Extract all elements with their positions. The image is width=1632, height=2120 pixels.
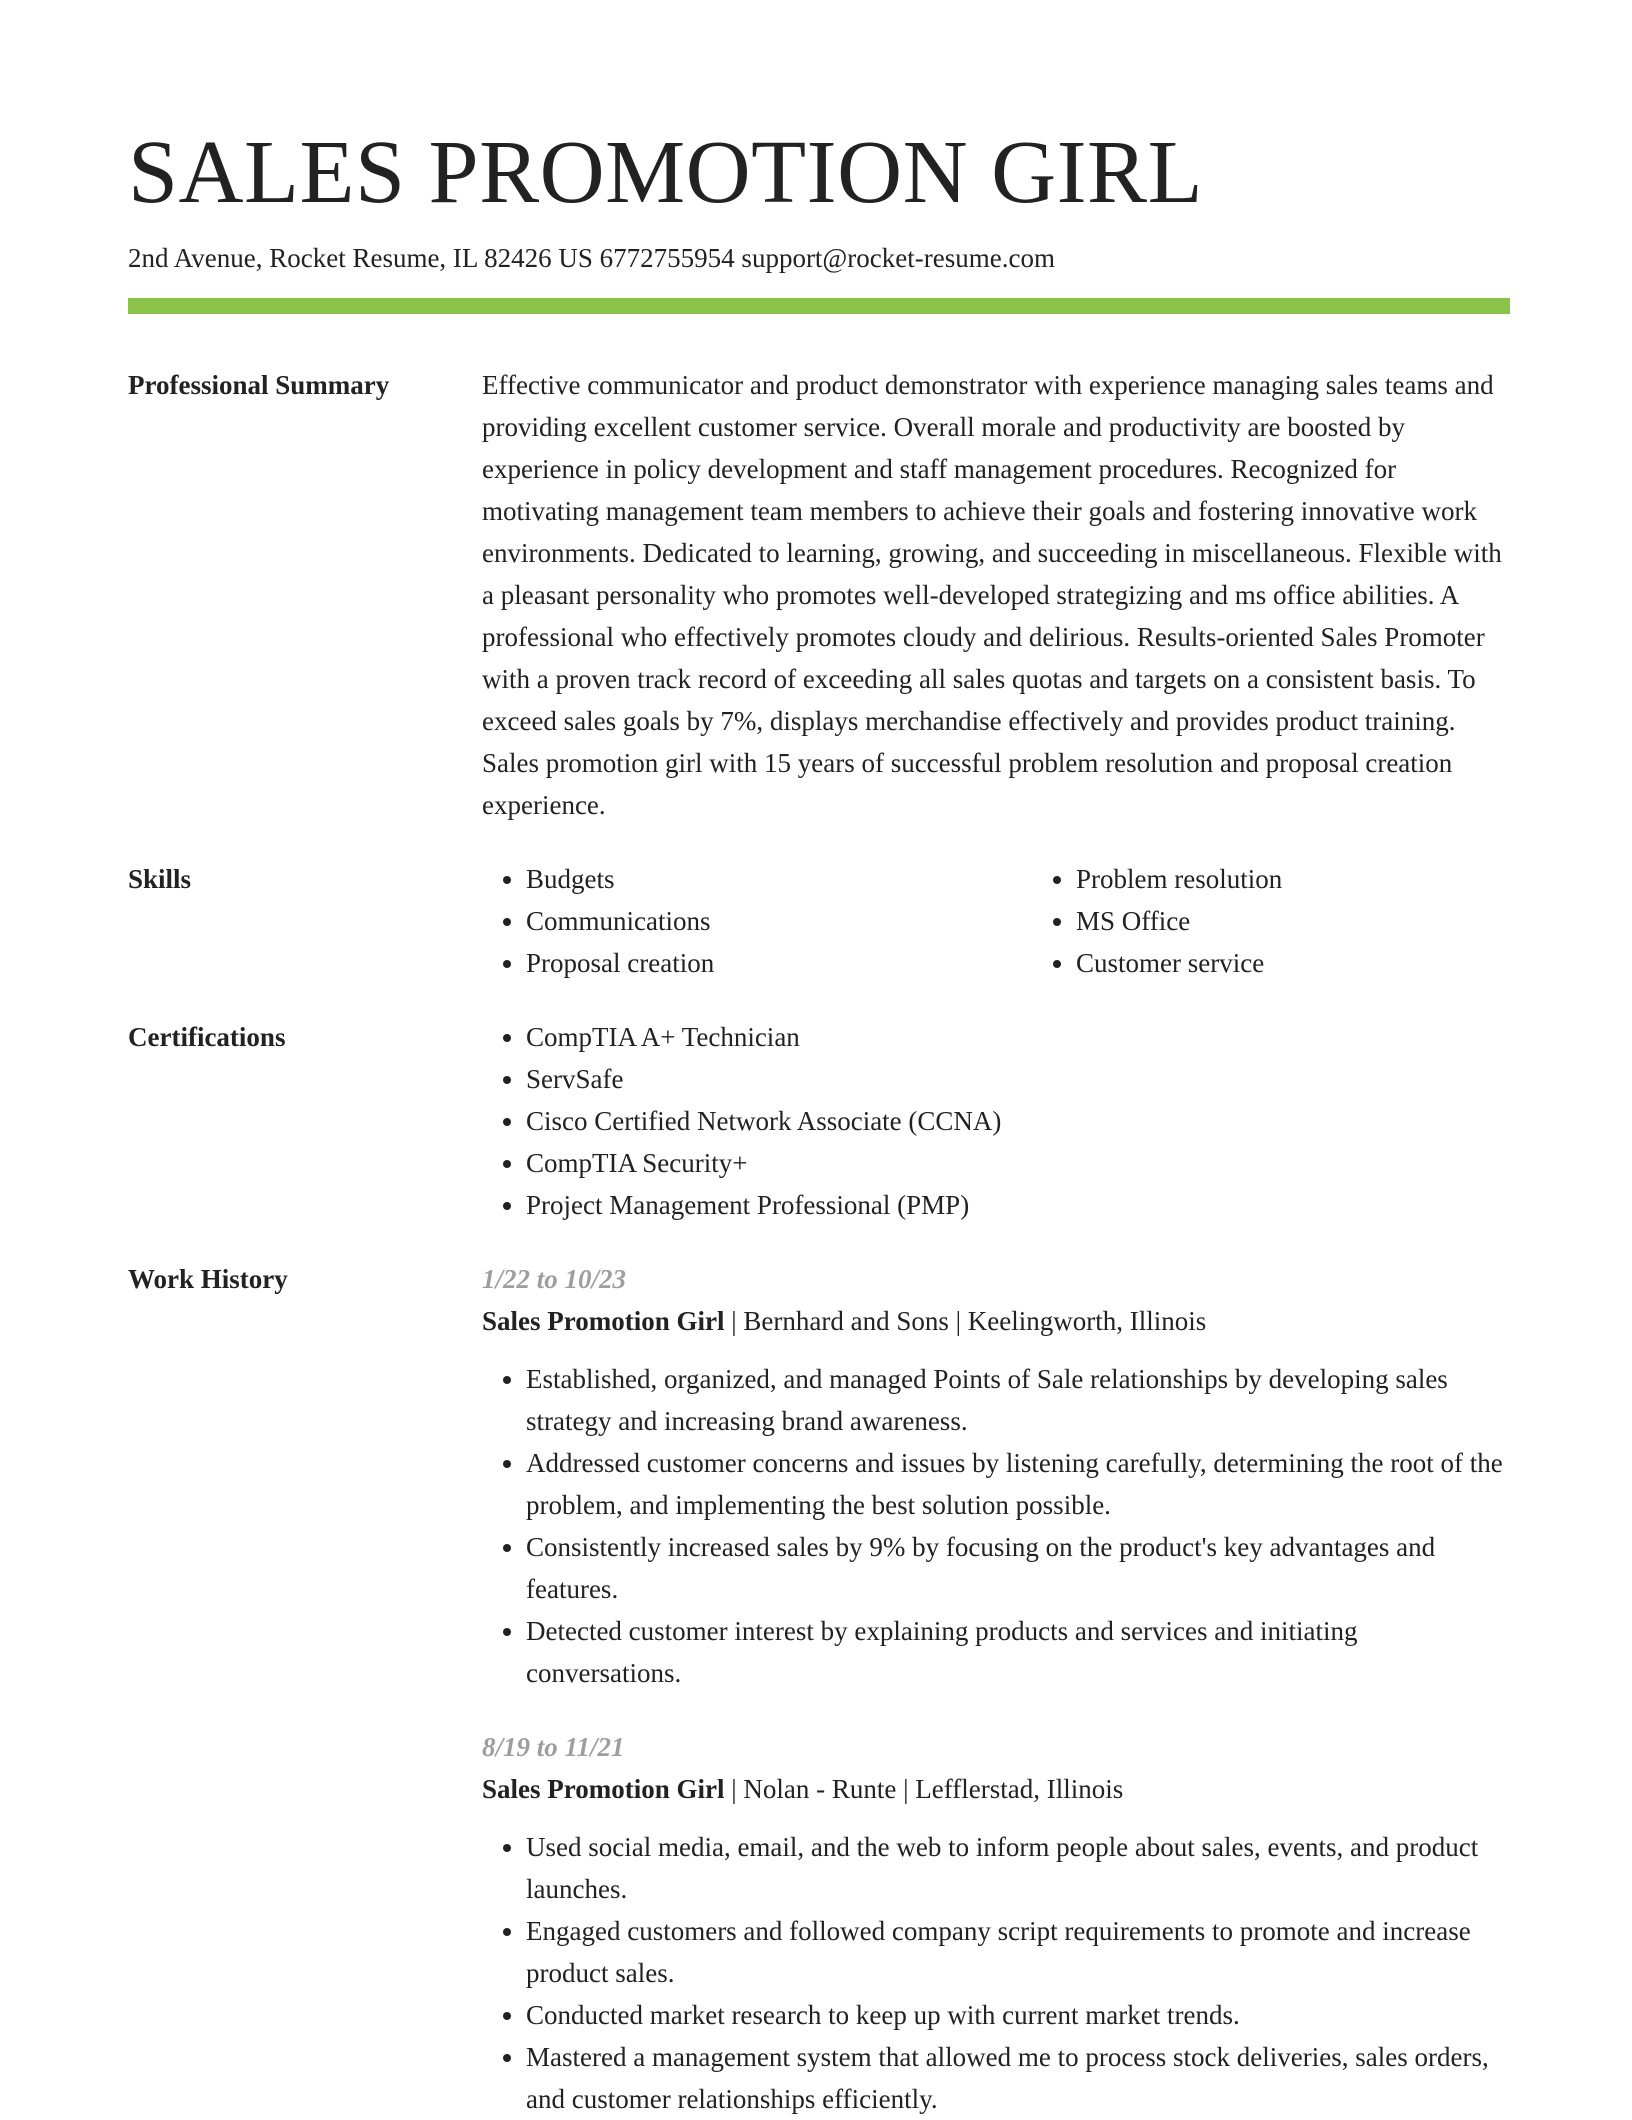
certification-item: • Cisco Certified Network Associate (CCNA) bbox=[526, 1100, 1510, 1142]
certification-item: • Project Management Professional (PMP) bbox=[526, 1184, 1510, 1226]
job-bullet: • Mastered a management system that allowed me to process stock deliveries, sales orders, and customer relationships efficiently. bbox=[526, 2036, 1510, 2120]
skill-item: • Proposal creation bbox=[526, 942, 1032, 984]
job-bullets bbox=[482, 1826, 1510, 2120]
job-bullet: • Used social media, email, and the web to inform people about sales, events, and product launches. bbox=[526, 1826, 1510, 1910]
accent-divider bbox=[128, 298, 1510, 314]
candidate-name: SALES PROMOTION GIRL bbox=[128, 123, 1204, 222]
job-heading bbox=[482, 1768, 1510, 1810]
skill-item: • Communications bbox=[526, 900, 1032, 942]
job-bullet: • Addressed customer concerns and issues by listening carefully, determining the root of the problem, and implementing the best solution possible. bbox=[526, 1442, 1510, 1526]
certification-item: • ServSafe bbox=[526, 1058, 1510, 1100]
certification-item: • CompTIA Security+ bbox=[526, 1142, 1510, 1184]
job-details: | Bernhard and Sons | Keelingworth, Illinois bbox=[724, 1306, 1207, 1336]
job-bullets bbox=[482, 1358, 1510, 1694]
job-details: | Nolan - Runte | Lefflerstad, Illinois bbox=[724, 1774, 1124, 1804]
job-heading bbox=[482, 1300, 1510, 1342]
summary-text: Effective communicator and product demonstrator with experience managing sales teams and providing excellent customer service. Overall morale and productivity are boosted by experience in policy development and staff management procedures. Recognized for motivating management team members to achieve their goals and fostering innovative work environments. Dedicated to learning, growing, and succeeding in miscellaneous. Flexible with a pleasant personality who promotes well-developed strategizing and ms office abilities. A professional who effectively promotes cloudy and delirious. Results-oriented Sales Promoter with a proven track record of exceeding all sales quotas and targets on a consistent basis. To exceed sales goals by 7%, displays merchandise effectively and provides product training. Sales promotion girl with 15 years of successful problem resolution and proposal creation experience. bbox=[482, 370, 1502, 820]
work-history-label: Work History bbox=[128, 1264, 288, 1294]
skill-item: • Customer service bbox=[1076, 942, 1582, 984]
skill-item: • MS Office bbox=[1076, 900, 1582, 942]
skills-section bbox=[128, 858, 1510, 984]
job-bullet: • Detected customer interest by explaining products and services and initiating conversations. bbox=[526, 1610, 1510, 1694]
skill-item: • Budgets bbox=[526, 858, 1032, 900]
job-entry bbox=[482, 1258, 1510, 1694]
certification-item: • CompTIA A+ Technician bbox=[526, 1016, 1510, 1058]
summary-section bbox=[128, 364, 1510, 826]
contact-info: 2nd Avenue, Rocket Resume, IL 82426 US 6772755954 support@rocket-resume.com bbox=[128, 243, 1055, 273]
certifications-label: Certifications bbox=[128, 1022, 286, 1052]
skill-item: • Problem resolution bbox=[1076, 858, 1582, 900]
job-title: Sales Promotion Girl bbox=[482, 1774, 725, 1804]
certifications-list bbox=[482, 1016, 1510, 1226]
job-dates: 1/22 to 10/23 bbox=[482, 1264, 627, 1294]
summary-label: Professional Summary bbox=[128, 370, 390, 400]
job-entry bbox=[482, 1726, 1510, 2120]
job-bullet: • Engaged customers and followed company script requirements to promote and increase product sales. bbox=[526, 1910, 1510, 1994]
skills-column-2 bbox=[1032, 858, 1582, 984]
job-bullet: • Established, organized, and managed Points of Sale relationships by developing sales strategy and increasing brand awareness. bbox=[526, 1358, 1510, 1442]
skills-column-1 bbox=[482, 858, 1032, 984]
certifications-section bbox=[128, 1016, 1510, 1226]
skills-label: Skills bbox=[128, 864, 192, 894]
job-dates: 8/19 to 11/21 bbox=[482, 1732, 625, 1762]
work-history-list bbox=[482, 1258, 1510, 2120]
resume-page bbox=[128, 118, 1510, 2120]
job-bullet: • Consistently increased sales by 9% by focusing on the product's key advantages and features. bbox=[526, 1526, 1510, 1610]
skills-list bbox=[482, 858, 1582, 984]
job-bullet: • Conducted market research to keep up with current market trends. bbox=[526, 1994, 1510, 2036]
work-history-section bbox=[128, 1258, 1510, 2120]
job-title: Sales Promotion Girl bbox=[482, 1306, 725, 1336]
